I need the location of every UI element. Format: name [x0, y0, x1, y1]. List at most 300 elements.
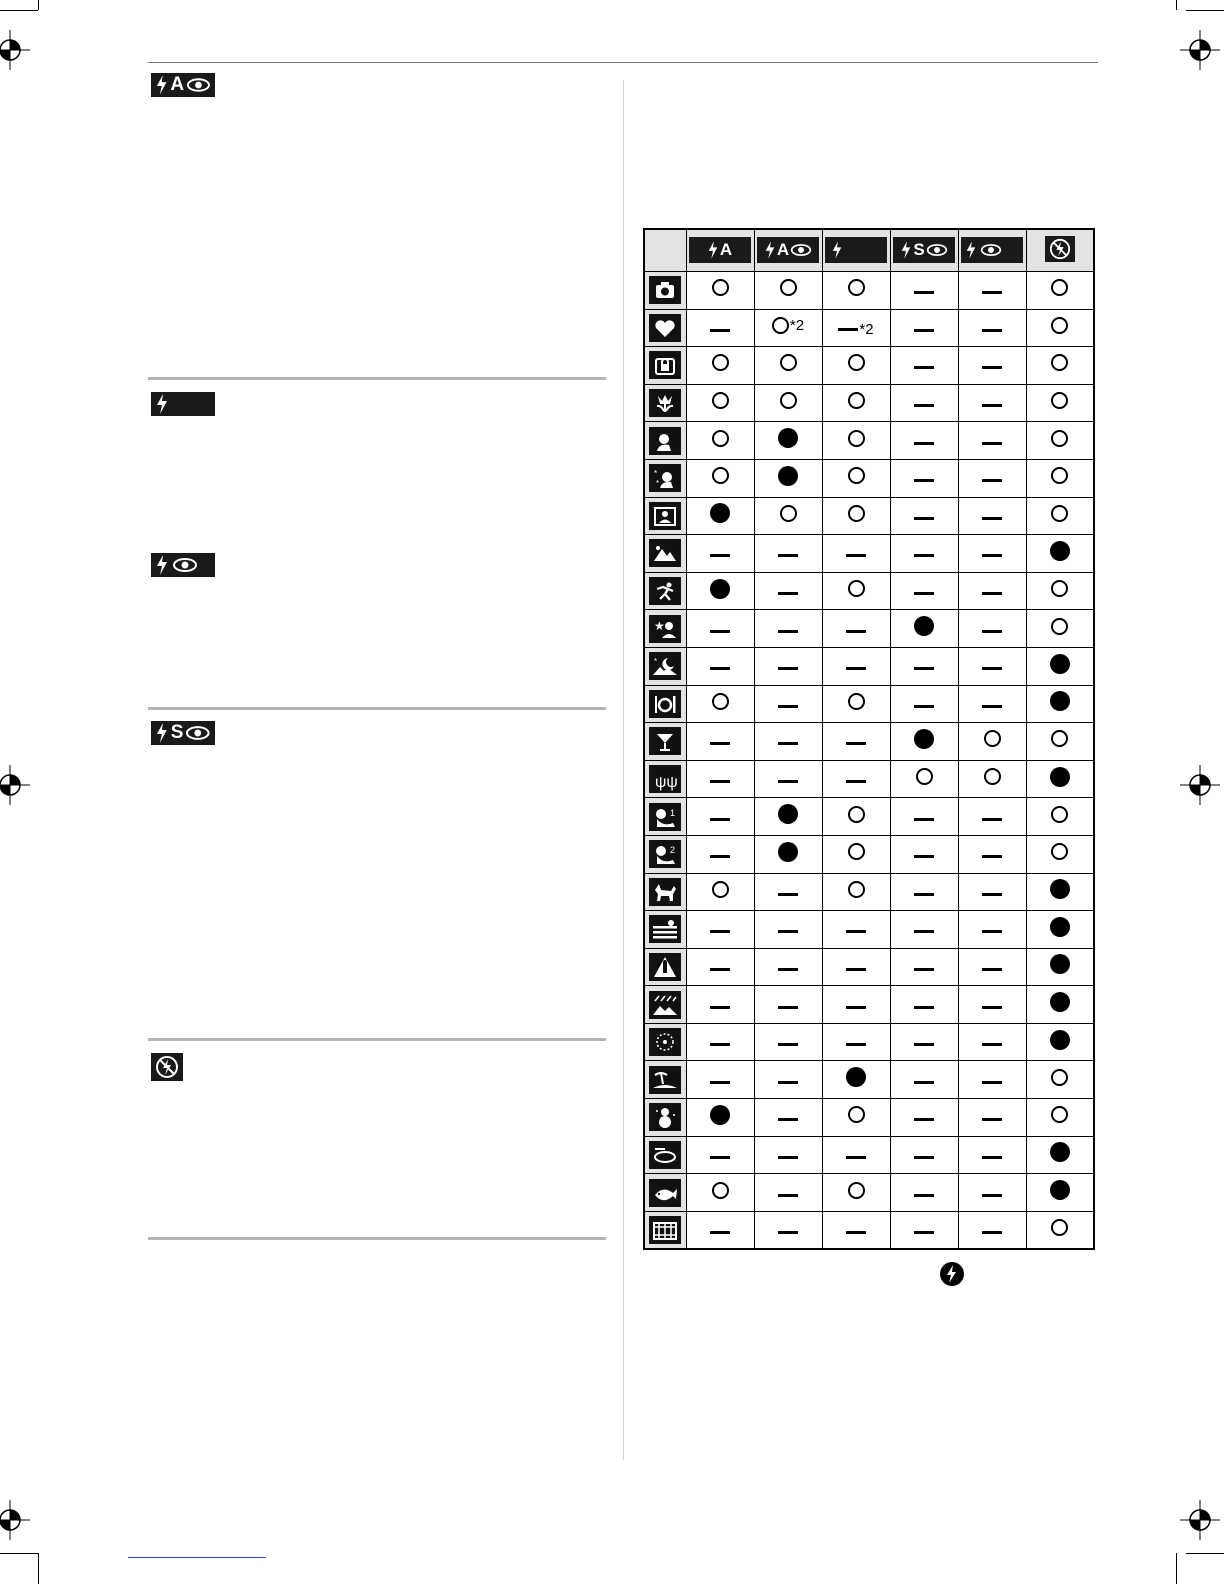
mark-not-available: [914, 1194, 934, 1197]
mark-not-available: [914, 1156, 934, 1159]
table-cell-forced-on-redeye: [958, 760, 1026, 798]
table-cell-forced-on: [822, 535, 890, 573]
mark-not-available: [982, 1231, 1002, 1234]
table-cell-forced-on-redeye: [958, 835, 1026, 873]
table-cell-forced-on: [822, 1061, 890, 1099]
mark-available: [780, 392, 797, 409]
table-cell-slow-sync-redeye: [890, 1174, 958, 1212]
table-cell-forced-off: [1026, 948, 1094, 986]
mark-default-setting: [778, 804, 798, 824]
svg-text:*: *: [656, 479, 660, 489]
table-cell-forced-on-redeye: [958, 347, 1026, 385]
table-cell-forced-on: [822, 1174, 890, 1212]
table-cell-auto-redeye: [754, 459, 822, 497]
table-cell-forced-on: [822, 647, 890, 685]
scene-cell: [644, 535, 686, 573]
table-cell-forced-off: [1026, 422, 1094, 460]
mark-not-available: [710, 818, 730, 821]
mark-not-available: [914, 1006, 934, 1009]
mark-not-available: [982, 968, 1002, 971]
mark-not-available: [914, 705, 934, 708]
baby1-icon: [649, 803, 681, 831]
mark-available: [1051, 467, 1068, 484]
table-cell-auto: [686, 835, 754, 873]
mark-not-available: [982, 517, 1002, 520]
table-cell-auto: [686, 610, 754, 648]
registration-mark-icon: [0, 1500, 30, 1540]
mark-not-available: [914, 667, 934, 670]
table-cell-auto-redeye: [754, 873, 822, 911]
table-cell-forced-off: [1026, 1211, 1094, 1249]
mark-available: [1051, 317, 1068, 334]
night-portrait-icon: [649, 615, 681, 643]
section-divider: [148, 707, 606, 710]
table-row: [644, 760, 1094, 798]
mark-not-available: [846, 1156, 866, 1159]
scenery-icon: [649, 539, 681, 567]
mark-not-available: [914, 592, 934, 595]
mark-not-available: [982, 818, 1002, 821]
table-cell-auto-redeye: [754, 798, 822, 836]
mark-not-available: [778, 930, 798, 933]
scene-cell: [644, 610, 686, 648]
table-cell-auto-redeye: [754, 610, 822, 648]
table-cell-slow-sync-redeye: [890, 798, 958, 836]
mark-not-available: [710, 1231, 730, 1234]
table-cell-slow-sync-redeye: [890, 272, 958, 310]
aerial-photo-icon: [649, 1141, 681, 1169]
starry-sky-icon: [649, 991, 681, 1019]
table-cell-auto: [686, 760, 754, 798]
bottom-link-underline: [128, 1557, 266, 1558]
table-cell-forced-off: [1026, 572, 1094, 610]
mark-available: [712, 354, 729, 371]
mark-default-setting: [778, 428, 798, 448]
table-cell-auto-redeye: [754, 760, 822, 798]
table-row: [644, 535, 1094, 573]
scene-cell: [644, 1136, 686, 1174]
mark-not-available: [778, 780, 798, 783]
scene-cell: [644, 986, 686, 1024]
mark-not-available: [778, 968, 798, 971]
slow-sync-redeye-flash-icon: [151, 721, 215, 745]
crop-mark: [0, 1553, 38, 1554]
svg-text:1: 1: [670, 807, 676, 818]
mark-not-available: [914, 855, 934, 858]
icon-letter-a: A: [776, 240, 790, 259]
fireworks-icon: [649, 1028, 681, 1056]
table-cell-forced-on-redeye: [958, 948, 1026, 986]
crop-mark: [1186, 1553, 1224, 1554]
table-row: [644, 873, 1094, 911]
table-row: [644, 572, 1094, 610]
table-cell-forced-on: [822, 723, 890, 761]
underwater-icon: [649, 1179, 681, 1207]
scene-cell: [644, 723, 686, 761]
table-cell-slow-sync-redeye: [890, 835, 958, 873]
table-cell-slow-sync-redeye: [890, 1136, 958, 1174]
table-cell-slow-sync-redeye: [890, 1211, 958, 1249]
table-cell-forced-on: [822, 835, 890, 873]
mark-available: [712, 693, 729, 710]
table-cell-auto-redeye: [754, 535, 822, 573]
food-icon: [649, 690, 681, 718]
table-cell-forced-on: [822, 1099, 890, 1137]
scene-cell: [644, 272, 686, 310]
mark-default-setting: [1050, 1180, 1070, 1200]
column-header-auto-redeye: [754, 229, 822, 272]
table-cell-forced-off: [1026, 497, 1094, 535]
table-row: [644, 347, 1094, 385]
table-row: [644, 647, 1094, 685]
portrait-icon: [649, 427, 681, 455]
mark-available: [712, 881, 729, 898]
mark-not-available: [982, 1043, 1002, 1046]
table-cell-forced-on-redeye: [958, 1174, 1026, 1212]
tulip-icon: [649, 389, 681, 417]
mark-available: [848, 430, 865, 447]
mark-default-setting: [778, 466, 798, 486]
table-cell-auto: [686, 459, 754, 497]
table-cell-auto-redeye: [754, 384, 822, 422]
candle-light-icon: [649, 765, 681, 793]
table-cell-auto: [686, 1174, 754, 1212]
mark-not-available: [914, 1118, 934, 1121]
forced-on-redeye-flash-icon: [151, 553, 215, 577]
table-cell-forced-on: [822, 873, 890, 911]
mark-default-setting: [914, 616, 934, 636]
table-cell-slow-sync-redeye: [890, 572, 958, 610]
table-cell-forced-on: [822, 572, 890, 610]
table-cell-auto: [686, 1136, 754, 1174]
mark-default-setting: [846, 1067, 866, 1087]
mark-not-available: [982, 479, 1002, 482]
mark-not-available: [846, 780, 866, 783]
table-cell-auto: [686, 535, 754, 573]
mark-not-available: [914, 1081, 934, 1084]
mark-available: [848, 1182, 865, 1199]
mark-available: [848, 693, 865, 710]
table-cell-slow-sync-redeye: [890, 384, 958, 422]
table-row: [644, 798, 1094, 836]
mark-not-available: [778, 705, 798, 708]
mark-default-setting: [1050, 954, 1070, 974]
scene-cell: [644, 911, 686, 949]
table-cell-auto: [686, 1099, 754, 1137]
heart-icon: [649, 314, 681, 342]
table-cell-auto: [686, 986, 754, 1024]
forced-on-flash-icon: [151, 392, 215, 416]
table-row: [644, 723, 1094, 761]
table-row: [644, 1061, 1094, 1099]
column-header-auto: [686, 229, 754, 272]
table-cell-forced-on: [822, 1136, 890, 1174]
mark-default-setting: [710, 579, 730, 599]
mark-not-available: [778, 1156, 798, 1159]
mark-not-available: [982, 404, 1002, 407]
sunset-icon: [649, 915, 681, 943]
mark-available: [1051, 354, 1068, 371]
table-cell-auto-redeye: [754, 1061, 822, 1099]
icon-letter-a: A: [719, 240, 733, 259]
table-row: [644, 1023, 1094, 1061]
mark-not-available: [982, 630, 1002, 633]
table-cell-forced-off: [1026, 1023, 1094, 1061]
registration-mark-icon: [0, 30, 30, 70]
mark-not-available: [914, 291, 934, 294]
table-cell-auto: [686, 1211, 754, 1249]
table-cell-auto: [686, 309, 754, 347]
table-cell-forced-on-redeye: [958, 1061, 1026, 1099]
motion-picture-icon: [649, 1216, 681, 1244]
mark-not-available: [982, 366, 1002, 369]
table-cell-forced-off: [1026, 384, 1094, 422]
table-cell-auto: [686, 798, 754, 836]
table-cell-forced-on-redeye: [958, 610, 1026, 648]
table-cell-auto-redeye: [754, 309, 822, 347]
table-cell-forced-off: [1026, 685, 1094, 723]
table-row: [644, 685, 1094, 723]
mark-available: [848, 354, 865, 371]
top-rule: [148, 62, 1098, 63]
table-cell-auto: [686, 873, 754, 911]
table-cell-forced-off: [1026, 798, 1094, 836]
table-cell-forced-off: [1026, 1061, 1094, 1099]
registration-mark-icon: [1180, 1500, 1220, 1540]
table-cell-forced-off: [1026, 309, 1094, 347]
mark-not-available: [982, 667, 1002, 670]
table-cell-forced-on-redeye: [958, 986, 1026, 1024]
table-cell-auto-redeye: [754, 911, 822, 949]
table-cell-slow-sync-redeye: [890, 911, 958, 949]
mark-default-setting: [1050, 879, 1070, 899]
table-cell-forced-off: [1026, 1099, 1094, 1137]
footnote-mark: *2: [859, 320, 874, 338]
table-cell-slow-sync-redeye: [890, 422, 958, 460]
mark-not-available: [914, 554, 934, 557]
table-row: [644, 911, 1094, 949]
mark-not-available: [710, 630, 730, 633]
mark-default-setting: [710, 1105, 730, 1125]
mark-not-available: [982, 855, 1002, 858]
table-cell-slow-sync-redeye: [890, 647, 958, 685]
mark-available: [1051, 843, 1068, 860]
scene-cell: [644, 1099, 686, 1137]
scene-cell: [644, 497, 686, 535]
mark-default-setting: [1050, 691, 1070, 711]
table-cell-auto: [686, 1061, 754, 1099]
table-cell-forced-on: [822, 948, 890, 986]
mark-not-available: [846, 630, 866, 633]
table-cell-forced-on-redeye: [958, 685, 1026, 723]
mark-not-available: [710, 554, 730, 557]
mark-available: [1051, 430, 1068, 447]
mark-not-available: [914, 968, 934, 971]
table-cell-forced-on-redeye: [958, 723, 1026, 761]
mark-available: [780, 505, 797, 522]
table-cell-auto: [686, 685, 754, 723]
table-cell-forced-off: [1026, 459, 1094, 497]
section-divider: [148, 1237, 606, 1240]
svg-text:*: *: [654, 469, 658, 479]
mark-default-setting: [1050, 541, 1070, 561]
mark-not-available: [982, 1156, 1002, 1159]
table-cell-auto-redeye: [754, 647, 822, 685]
table-cell-forced-on: [822, 911, 890, 949]
table-cell-auto: [686, 647, 754, 685]
table-cell-forced-on-redeye: [958, 422, 1026, 460]
table-cell-forced-on-redeye: [958, 572, 1026, 610]
svg-text:2: 2: [670, 845, 676, 856]
snow-icon: [649, 1103, 681, 1131]
mark-not-available: [914, 517, 934, 520]
mark-not-available: [914, 479, 934, 482]
mark-not-available: [982, 1081, 1002, 1084]
table-cell-forced-off: [1026, 760, 1094, 798]
mark-not-available: [982, 554, 1002, 557]
table-cell-auto-redeye: [754, 1099, 822, 1137]
table-cell-auto-redeye: [754, 422, 822, 460]
mark-available: [984, 730, 1001, 747]
mark-available: [1051, 618, 1068, 635]
table-cell-forced-on-redeye: [958, 272, 1026, 310]
camera-lock-icon: [649, 351, 681, 379]
table-cell-auto-redeye: [754, 1023, 822, 1061]
mark-available: [712, 392, 729, 409]
table-row: [644, 835, 1094, 873]
flash-settings-table: [643, 228, 1095, 1250]
mark-not-available: [846, 1006, 866, 1009]
mark-available: [848, 279, 865, 296]
table-cell-forced-on-redeye: [958, 911, 1026, 949]
table-cell-auto: [686, 911, 754, 949]
table-cell-auto-redeye: [754, 685, 822, 723]
self-portrait-icon: [649, 502, 681, 530]
table-cell-forced-on: [822, 459, 890, 497]
mark-available: [848, 806, 865, 823]
sports-icon: [649, 577, 681, 605]
mark-not-available: [710, 1081, 730, 1084]
mark-not-available: [710, 1156, 730, 1159]
registration-mark-icon: [1180, 765, 1220, 805]
mark-not-available: [710, 742, 730, 745]
table-cell-slow-sync-redeye: [890, 309, 958, 347]
table-cell-auto: [686, 347, 754, 385]
table-cell-slow-sync-redeye: [890, 986, 958, 1024]
table-cell-auto-redeye: [754, 1211, 822, 1249]
scene-cell: [644, 647, 686, 685]
table-row: [644, 497, 1094, 535]
mark-available: [1051, 392, 1068, 409]
table-cell-auto: [686, 272, 754, 310]
table-cell-auto-redeye: [754, 1174, 822, 1212]
mark-available: [780, 354, 797, 371]
table-cell-forced-on-redeye: [958, 798, 1026, 836]
table-cell-forced-on-redeye: [958, 1211, 1026, 1249]
mark-not-available: [982, 930, 1002, 933]
mark-not-available: [914, 818, 934, 821]
mark-not-available: [982, 329, 1002, 332]
mark-not-available: [778, 1081, 798, 1084]
table-cell-auto-redeye: [754, 986, 822, 1024]
forced-off-flash-icon: [151, 1053, 183, 1081]
table-cell-slow-sync-redeye: [890, 347, 958, 385]
mark-not-available: [778, 742, 798, 745]
crop-mark: [1176, 0, 1177, 10]
mark-not-available: [846, 554, 866, 557]
mark-default-setting: [1050, 917, 1070, 937]
table-cell-forced-on: [822, 497, 890, 535]
table-cell-forced-on: [822, 1023, 890, 1061]
mark-not-available: [846, 1231, 866, 1234]
mark-available: [1051, 806, 1068, 823]
mark-not-available: [778, 592, 798, 595]
scene-cell: [644, 347, 686, 385]
table-cell-forced-on-redeye: [958, 1023, 1026, 1061]
svg-text:*: *: [654, 657, 658, 667]
registration-mark-icon: [0, 765, 30, 805]
table-cell-forced-off: [1026, 347, 1094, 385]
mark-not-available: [710, 855, 730, 858]
mark-not-available: [710, 329, 730, 332]
section-divider: [148, 1038, 606, 1041]
table-cell-forced-off: [1026, 911, 1094, 949]
table-cell-forced-on: [822, 309, 890, 347]
icon-letter-s: S: [913, 240, 925, 259]
baby2-icon: [649, 840, 681, 868]
table-cell-auto-redeye: [754, 497, 822, 535]
mark-not-available: [838, 328, 858, 331]
column-divider: [623, 80, 624, 1460]
mark-not-available: [982, 893, 1002, 896]
table-cell-forced-on-redeye: [958, 647, 1026, 685]
scene-cell: [644, 572, 686, 610]
svg-text:★: ★: [654, 618, 666, 633]
mark-available: [1051, 1106, 1068, 1123]
table-row: [644, 1211, 1094, 1249]
table-cell-auto-redeye: [754, 1136, 822, 1174]
mark-default-setting: [1050, 654, 1070, 674]
mark-not-available: [982, 1194, 1002, 1197]
mark-default-setting: [1050, 992, 1070, 1012]
table-cell-forced-on-redeye: [958, 1099, 1026, 1137]
mark-default-setting: [1050, 1030, 1070, 1050]
table-row: [644, 459, 1094, 497]
table-cell-auto: [686, 497, 754, 535]
table-cell-forced-on-redeye: [958, 384, 1026, 422]
mark-not-available: [710, 1006, 730, 1009]
mark-not-available: [846, 667, 866, 670]
table-cell-auto-redeye: [754, 347, 822, 385]
table-cell-forced-on: [822, 1211, 890, 1249]
mark-not-available: [982, 291, 1002, 294]
section-divider: [148, 377, 606, 380]
table-row: [644, 1099, 1094, 1137]
table-cell-forced-off: [1026, 835, 1094, 873]
icon-letter-s: S: [170, 722, 184, 743]
table-cell-forced-off: [1026, 647, 1094, 685]
table-cell-auto-redeye: [754, 835, 822, 873]
mark-available: [712, 279, 729, 296]
mark-default-setting: [1050, 1142, 1070, 1162]
mark-not-available: [914, 329, 934, 332]
table-cell-slow-sync-redeye: [890, 1061, 958, 1099]
mark-not-available: [982, 1006, 1002, 1009]
mark-not-available: [778, 1043, 798, 1046]
table-cell-forced-on: [822, 685, 890, 723]
mark-available: [1051, 505, 1068, 522]
scene-cell: [644, 384, 686, 422]
